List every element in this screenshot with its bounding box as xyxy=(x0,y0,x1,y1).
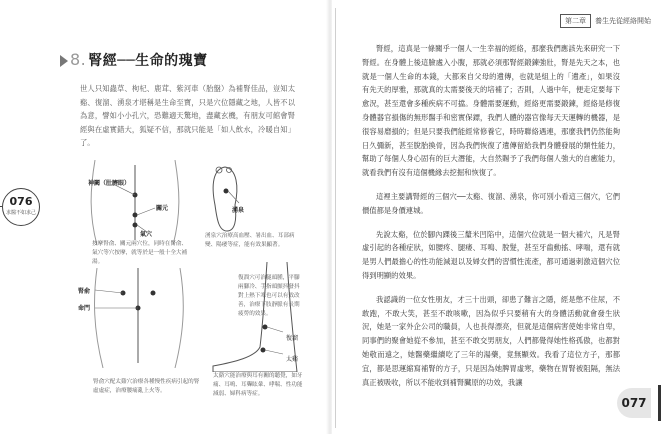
abdomen-illustration xyxy=(75,160,195,245)
figure-foot-caption: 湧泉穴治療高血壓、暑出血、耳部病變、陽痿等症，能有效果顯著。 xyxy=(205,233,295,248)
figure-foot-sole xyxy=(205,165,245,233)
label-fuliu: 復溜 xyxy=(286,335,299,342)
triangle-icon xyxy=(60,55,68,67)
section-intro: 世人只知蟲草、枸杞、鹿茸、紫河車（胎盤）為補腎佳品，豈知太谿、復溜、湧泉才堪稱是生命至寶，只是穴位隱藏之地，人皆不以為意，譬如小小孔穴，恐難適天驚地，盡藏玄機，有朋友可館會腎經與在虛實錯大，狐疑不信，那就只能是「如人飲水，冷暖自知」了。 xyxy=(80,84,295,147)
page-divider-line xyxy=(335,8,336,428)
figure-lower-back xyxy=(75,268,200,368)
paragraph: 這裡主要講腎經的三個穴──太谿、復溜、湧泉，你可別小看這三個穴，它們價值都是身價連城。 xyxy=(362,191,620,215)
book-title-tag: 求醫不如求己 xyxy=(5,210,36,216)
page-number-bar xyxy=(658,385,661,421)
lower-back-illustration xyxy=(75,268,200,368)
running-header xyxy=(560,14,651,28)
paragraph: 先說太谿，位於腳內踝後三釐米凹陷中，這個穴位就是一個大補穴，凡是腎虛引起的各種症狀，如腰疼、腿痿、耳鳴、脫髮，甚至牙齒動搖、哮喘，還有就是男人們最擔心的性功能減退以及婦女們的習慣性流產，都可通過刺激這個穴位得到明顯的效果。 xyxy=(362,229,620,280)
right-page-body xyxy=(362,42,620,399)
label-yongquan: 湧泉 xyxy=(232,207,245,214)
label-guanyuan: 關元 xyxy=(156,205,169,212)
figure-abdomen-caption: 按摩腎俞、關元兩穴位，同時在腎俞、氣穴等穴按摩，就等於是一般十全大補湯。 xyxy=(92,241,188,265)
label-taixi: 太谿 xyxy=(286,356,299,363)
figure-back-caption: 腎俞穴配太谿穴治療各種慢性疾病引起的腎虛虛症，治療腰痛亂上火等。 xyxy=(93,379,200,394)
figure-abdomen xyxy=(75,160,195,245)
section-title-text: 腎經──生命的瑰寶 xyxy=(88,53,208,69)
section-title xyxy=(60,50,208,70)
label-shenshu: 腎俞 xyxy=(78,288,91,295)
label-shenque: 神闕（肚臍眼） xyxy=(88,180,131,187)
chapter-title: 養生先從經絡開始 xyxy=(595,17,651,25)
page-number-left: 076 xyxy=(9,195,33,208)
page-number-circle xyxy=(2,188,40,226)
paragraph: 腎經，這真是一條關乎一個人一生幸福的經絡，那麼我們應該先來研究一下腎經。在身體上後這臉處入小腹，那就必須那腎經鍛鍊強壯，腎是先天之本，也就是一個人生命的本錢，大都來自父母的遺傳，也就是組上的「遺產」，如果沒有先天的厚雅，那就真的太需要後天的培補了；否則，人過中年，便走定要每下愈況，甚至還會多種疾病不可擋。身體需要運動，經絡更需要鍛鍊，經絡是修復身體器官損傷的無形醫手和密實保鏢，我們人體的器官像每天天運轉的機器，是很容易磨損的；但是只要我們能經常修養它，時時聯絡遇連，那麼我們仍然能夠日久彌新，甚至脫胎換骨，因為我們恢復了遺傳留給我們身體發展的類性能力，幫助了每個人身心固有的巨大潛能，大自然賜予了我們每個人強大的自癒能力，就看我們有沒有這個機緣去挖掘和恢復了。 xyxy=(362,44,620,178)
label-qixue: 氣穴 xyxy=(140,231,153,238)
section-number: 8. xyxy=(70,50,87,69)
figure-ankle-caption: 太谿穴能治療與耳有關的聽覺，如牙痛、耳鳴、耳聾眩暈、哮喘、性功能減弱、婦科病等症。 xyxy=(213,373,303,397)
paragraph: 我認識的一位女性朋友，才三十出頭，卻患了難言之隱，經是憋不住尿，不敢跑，不敢大笑，甚至不敢咳嗽，因為似乎只要稍有大的身體活動就會發生狀況，她是一家外企公司的職員，人也長得漂亮，但就是這個病害使她非常自卑，同事們的聚會她從不參加，甚至不敢交男朋友，人們都覺得她性格孤傲，也都對她敬而遠之，她醫藥繼續吃了三年的湯藥，竟無顯效。我看了這位方子，那都宜，都是思運縮寫補腎的方子，只是因為她脾胃虛寒，藥物在胃腎被阻隔，無法真正被吸收，所以不能收到補腎臟原的功效，我讓 xyxy=(362,294,620,387)
label-mingmen: 命門 xyxy=(78,305,91,312)
page-number-right: 077 xyxy=(617,388,651,418)
figure-ankle-note: 復溜穴可治腿頭腫，平腳兩腳冷、手指頭顫抖發抖對上熱下寒也可以有效改善，治療下肢靜脈有長期疲勞的效果。 xyxy=(238,275,300,317)
foot-sole-illustration xyxy=(205,165,245,233)
chapter-label: 第二章 xyxy=(560,14,591,28)
